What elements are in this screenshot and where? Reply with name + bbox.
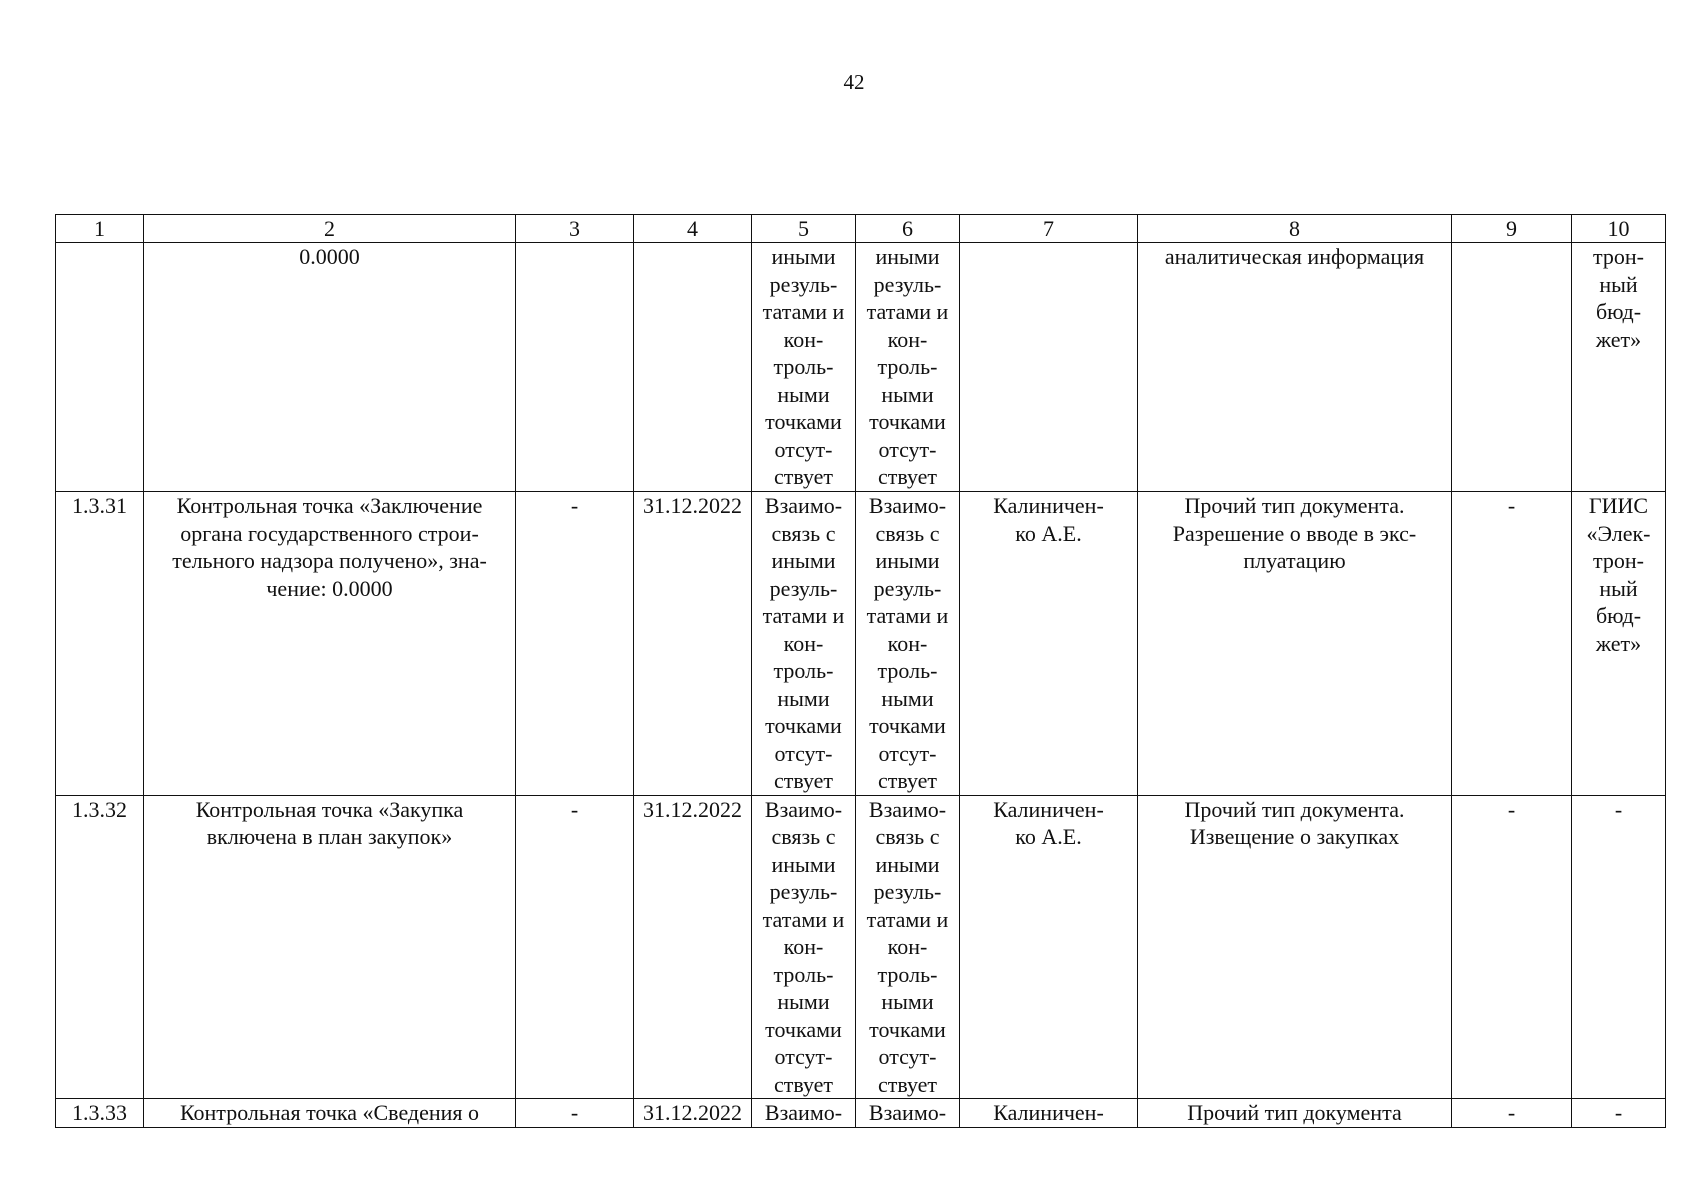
checkpoint-table xyxy=(55,214,1666,1128)
cell-text: иными резуль- татами и кон- троль- ными точками отсут- ствует xyxy=(762,244,845,489)
cell-text: 31.12.2022 xyxy=(643,796,742,822)
column-header: 7 xyxy=(960,215,1138,243)
cell-text: - xyxy=(1614,1100,1623,1125)
predecessor-cell xyxy=(752,1099,856,1128)
start-date-cell xyxy=(516,1099,634,1128)
cell-text: Прочий тип документа xyxy=(1187,1100,1402,1125)
level-cell xyxy=(1452,1099,1572,1128)
info-system-cell xyxy=(1572,795,1666,1099)
row-number-cell xyxy=(56,492,144,796)
column-header: 9 xyxy=(1452,215,1572,243)
checkpoint-name-cell xyxy=(144,492,516,796)
cell-text: Калиничен- ко А.Е. xyxy=(993,796,1104,849)
column-header: 4 xyxy=(634,215,752,243)
end-date-cell xyxy=(634,492,752,796)
column-number-header-row xyxy=(56,215,1666,243)
cell-text: - xyxy=(570,796,579,822)
level-cell xyxy=(1452,795,1572,1099)
cell-text: Взаимо- xyxy=(868,1100,947,1125)
cell-text: 1.3.31 xyxy=(72,493,127,518)
cell-text: Взаимо- связь с иными резуль- татами и кон- троль- ными точками отсут- ствует xyxy=(762,493,845,793)
cell-text: Взаимо- связь с иными резуль- татами и кон- троль- ными точками отсут- ствует xyxy=(762,796,845,1097)
successor-cell xyxy=(856,1099,960,1128)
cell-text: аналитическая информация xyxy=(1164,244,1425,269)
successor-cell xyxy=(856,795,960,1099)
end-date-cell xyxy=(634,1099,752,1128)
cell-text: 1.3.33 xyxy=(72,1100,127,1125)
column-header: 5 xyxy=(752,215,856,243)
responsible-cell xyxy=(960,795,1138,1099)
cell-text: - xyxy=(570,493,579,518)
document-type-cell xyxy=(1138,243,1452,492)
responsible-cell xyxy=(960,492,1138,796)
info-system-cell xyxy=(1572,492,1666,796)
cell-text: - xyxy=(1507,796,1516,822)
column-header: 1 xyxy=(56,215,144,243)
table-row xyxy=(56,795,1666,1099)
successor-cell xyxy=(856,243,960,492)
checkpoint-name-cell xyxy=(144,243,516,492)
checkpoint-name-cell xyxy=(144,795,516,1099)
end-date-cell xyxy=(634,795,752,1099)
predecessor-cell xyxy=(752,243,856,492)
cell-text: 31.12.2022 xyxy=(643,493,742,518)
document-type-cell xyxy=(1138,795,1452,1099)
predecessor-cell xyxy=(752,795,856,1099)
responsible-cell xyxy=(960,243,1138,492)
cell-text: Контрольная точка «Сведения о xyxy=(179,1100,480,1125)
cell-text: ГИИС «Элек- трон- ный бюд- жет» xyxy=(1586,493,1651,656)
column-header: 6 xyxy=(856,215,960,243)
row-number-cell xyxy=(56,243,144,492)
document-type-cell xyxy=(1138,1099,1452,1128)
level-cell xyxy=(1452,492,1572,796)
cell-text: 31.12.2022 xyxy=(643,1100,742,1125)
cell-text: 0.0000 xyxy=(299,244,360,269)
cell-text: Взаимо- связь с иными резуль- татами и кон- троль- ными точками отсут- ствует xyxy=(866,493,949,793)
cell-text: Взаимо- связь с иными резуль- татами и кон- троль- ными точками отсут- ствует xyxy=(866,796,949,1097)
cell-text: Контрольная точка «Закупка включена в план закупок» xyxy=(195,796,464,849)
start-date-cell xyxy=(516,492,634,796)
row-number-cell xyxy=(56,1099,144,1128)
cell-text: Взаимо- xyxy=(764,1100,843,1125)
cell-text: Прочий тип документа. Извещение о закупках xyxy=(1184,796,1405,849)
cell-text: - xyxy=(1507,493,1516,518)
cell-text: иными резуль- татами и кон- троль- ными точками отсут- ствует xyxy=(866,244,949,489)
info-system-cell xyxy=(1572,243,1666,492)
page-number: 42 xyxy=(843,70,865,94)
column-header: 2 xyxy=(144,215,516,243)
cell-text: - xyxy=(1614,796,1623,822)
info-system-cell xyxy=(1572,1099,1666,1128)
start-date-cell xyxy=(516,243,634,492)
successor-cell xyxy=(856,492,960,796)
cell-text: Контрольная точка «Заключение органа государственного строи- тельного надзора получено», зна- чение: 0.0000 xyxy=(172,493,487,601)
checkpoint-name-cell xyxy=(144,1099,516,1128)
cell-text: Калиничен- xyxy=(993,1100,1104,1125)
table-row xyxy=(56,243,1666,492)
column-header: 10 xyxy=(1572,215,1666,243)
row-number-cell xyxy=(56,795,144,1099)
table-row xyxy=(56,492,1666,796)
column-header: 8 xyxy=(1138,215,1452,243)
table-row xyxy=(56,1099,1666,1128)
responsible-cell xyxy=(960,1099,1138,1128)
cell-text: - xyxy=(1507,1100,1516,1125)
start-date-cell xyxy=(516,795,634,1099)
predecessor-cell xyxy=(752,492,856,796)
cell-text: 1.3.32 xyxy=(72,796,127,822)
level-cell xyxy=(1452,243,1572,492)
cell-text: Прочий тип документа. Разрешение о вводе в экс- плуатацию xyxy=(1172,493,1417,573)
cell-text: Калиничен- ко А.Е. xyxy=(993,493,1104,546)
document-type-cell xyxy=(1138,492,1452,796)
cell-text: - xyxy=(570,1100,579,1125)
end-date-cell xyxy=(634,243,752,492)
cell-text: трон- ный бюд- жет» xyxy=(1593,244,1644,352)
column-header: 3 xyxy=(516,215,634,243)
